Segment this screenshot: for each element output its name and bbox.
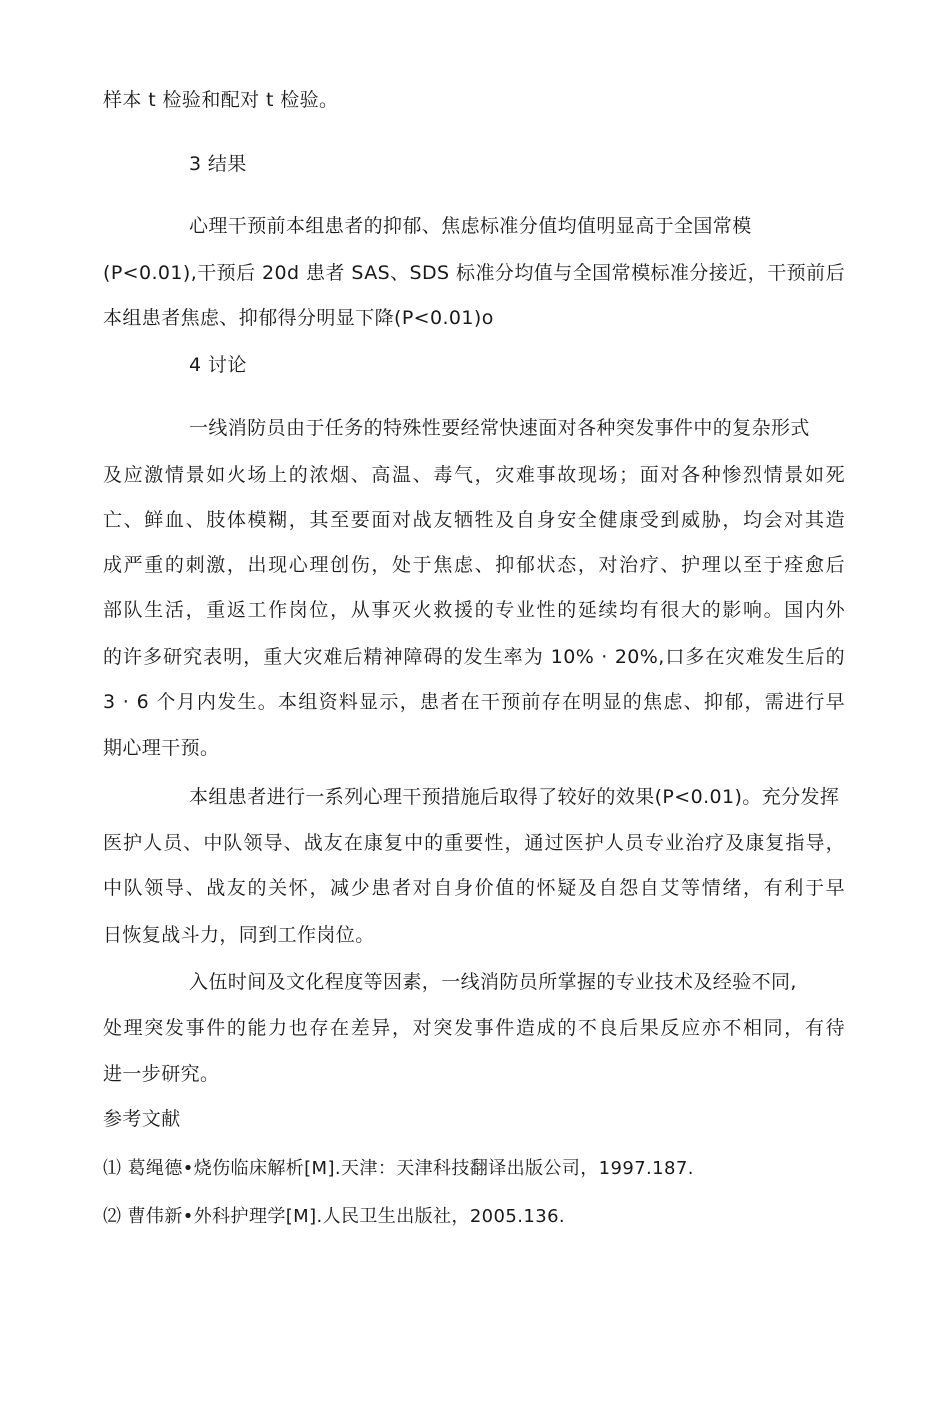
paragraph-line: 亡、鲜血、肢体模糊，其至要面对战友牺牲及自身安全健康受到威胁，均会对其造	[103, 509, 845, 531]
paragraph-line: 心理干预前本组患者的抑郁、焦虑标准分值均值明显高于全国常模	[189, 215, 752, 237]
paragraph-line: 本组患者进行一系列心理干预措施后取得了较好的效果(P<0.01)。充分发挥	[189, 786, 840, 808]
paragraph-line: 入伍时间及文化程度等因素，一线消防员所掌握的专业技术及经验不同,	[189, 971, 797, 993]
paragraph-line: 期心理干预。	[103, 737, 220, 759]
reference-item-2: ⑵ 曹伟新•外科护理学[M].人民卫生出版社，2005.136.	[103, 1206, 566, 1227]
section-heading-results: 3 结果	[189, 153, 247, 175]
reference-item-1: ⑴ 葛绳德•烧伤临床解析[M].天津：天津科技翻译出版公司，1997.187.	[103, 1158, 694, 1179]
paragraph-line: (P<0.01),干预后 20d 患者 SAS、SDS 标准分均值与全国常模标准分接近，干预前后	[103, 262, 845, 284]
paragraph-line: 的许多研究表明，重大灾难后精神障碍的发生率为 10% · 20%,口多在灾难发生后的	[103, 646, 845, 668]
paragraph-line: 日恢复战斗力，同到工作岗位。	[103, 924, 375, 946]
paragraph-line: 3 · 6 个月内发生。本组资料显示，患者在干预前存在明显的焦虑、抑郁，需进行早	[103, 691, 845, 713]
section-heading-discussion: 4 讨论	[189, 354, 247, 376]
paragraph-line: 成严重的刺激，出现心理创伤，处于焦虑、抑郁状态，对治疗、护理以至于痊愈后	[103, 554, 845, 576]
paragraph-line: 进一步研究。	[103, 1063, 220, 1085]
paragraph-line: 医护人员、中队领导、战友在康复中的重要性，通过医护人员专业治疗及康复指导，	[103, 832, 845, 854]
paragraph-line: 处理突发事件的能力也存在差异，对突发事件造成的不良后果反应亦不相同，有待	[103, 1017, 845, 1039]
paragraph-line: 样本 t 检验和配对 t 检验。	[103, 89, 339, 111]
paragraph-line: 及应激情景如火场上的浓烟、高温、毒气，灾难事故现场；面对各种惨烈情景如死	[103, 464, 845, 486]
paragraph-line: 一线消防员由于任务的特殊性要经常快速面对各种突发事件中的复杂形式	[189, 417, 810, 439]
paragraph-line: 部队生活，重返工作岗位，从事灭火救援的专业性的延续均有很大的影响。国内外	[103, 599, 845, 621]
paragraph-line: 本组患者焦虑、抑郁得分明显下降(P<0.01)o	[103, 307, 494, 329]
paragraph-line: 中队领导、战友的关怀，减少患者对自身价值的怀疑及自怨自艾等情绪，有利于早	[103, 877, 845, 899]
references-heading: 参考文献	[103, 1108, 181, 1130]
